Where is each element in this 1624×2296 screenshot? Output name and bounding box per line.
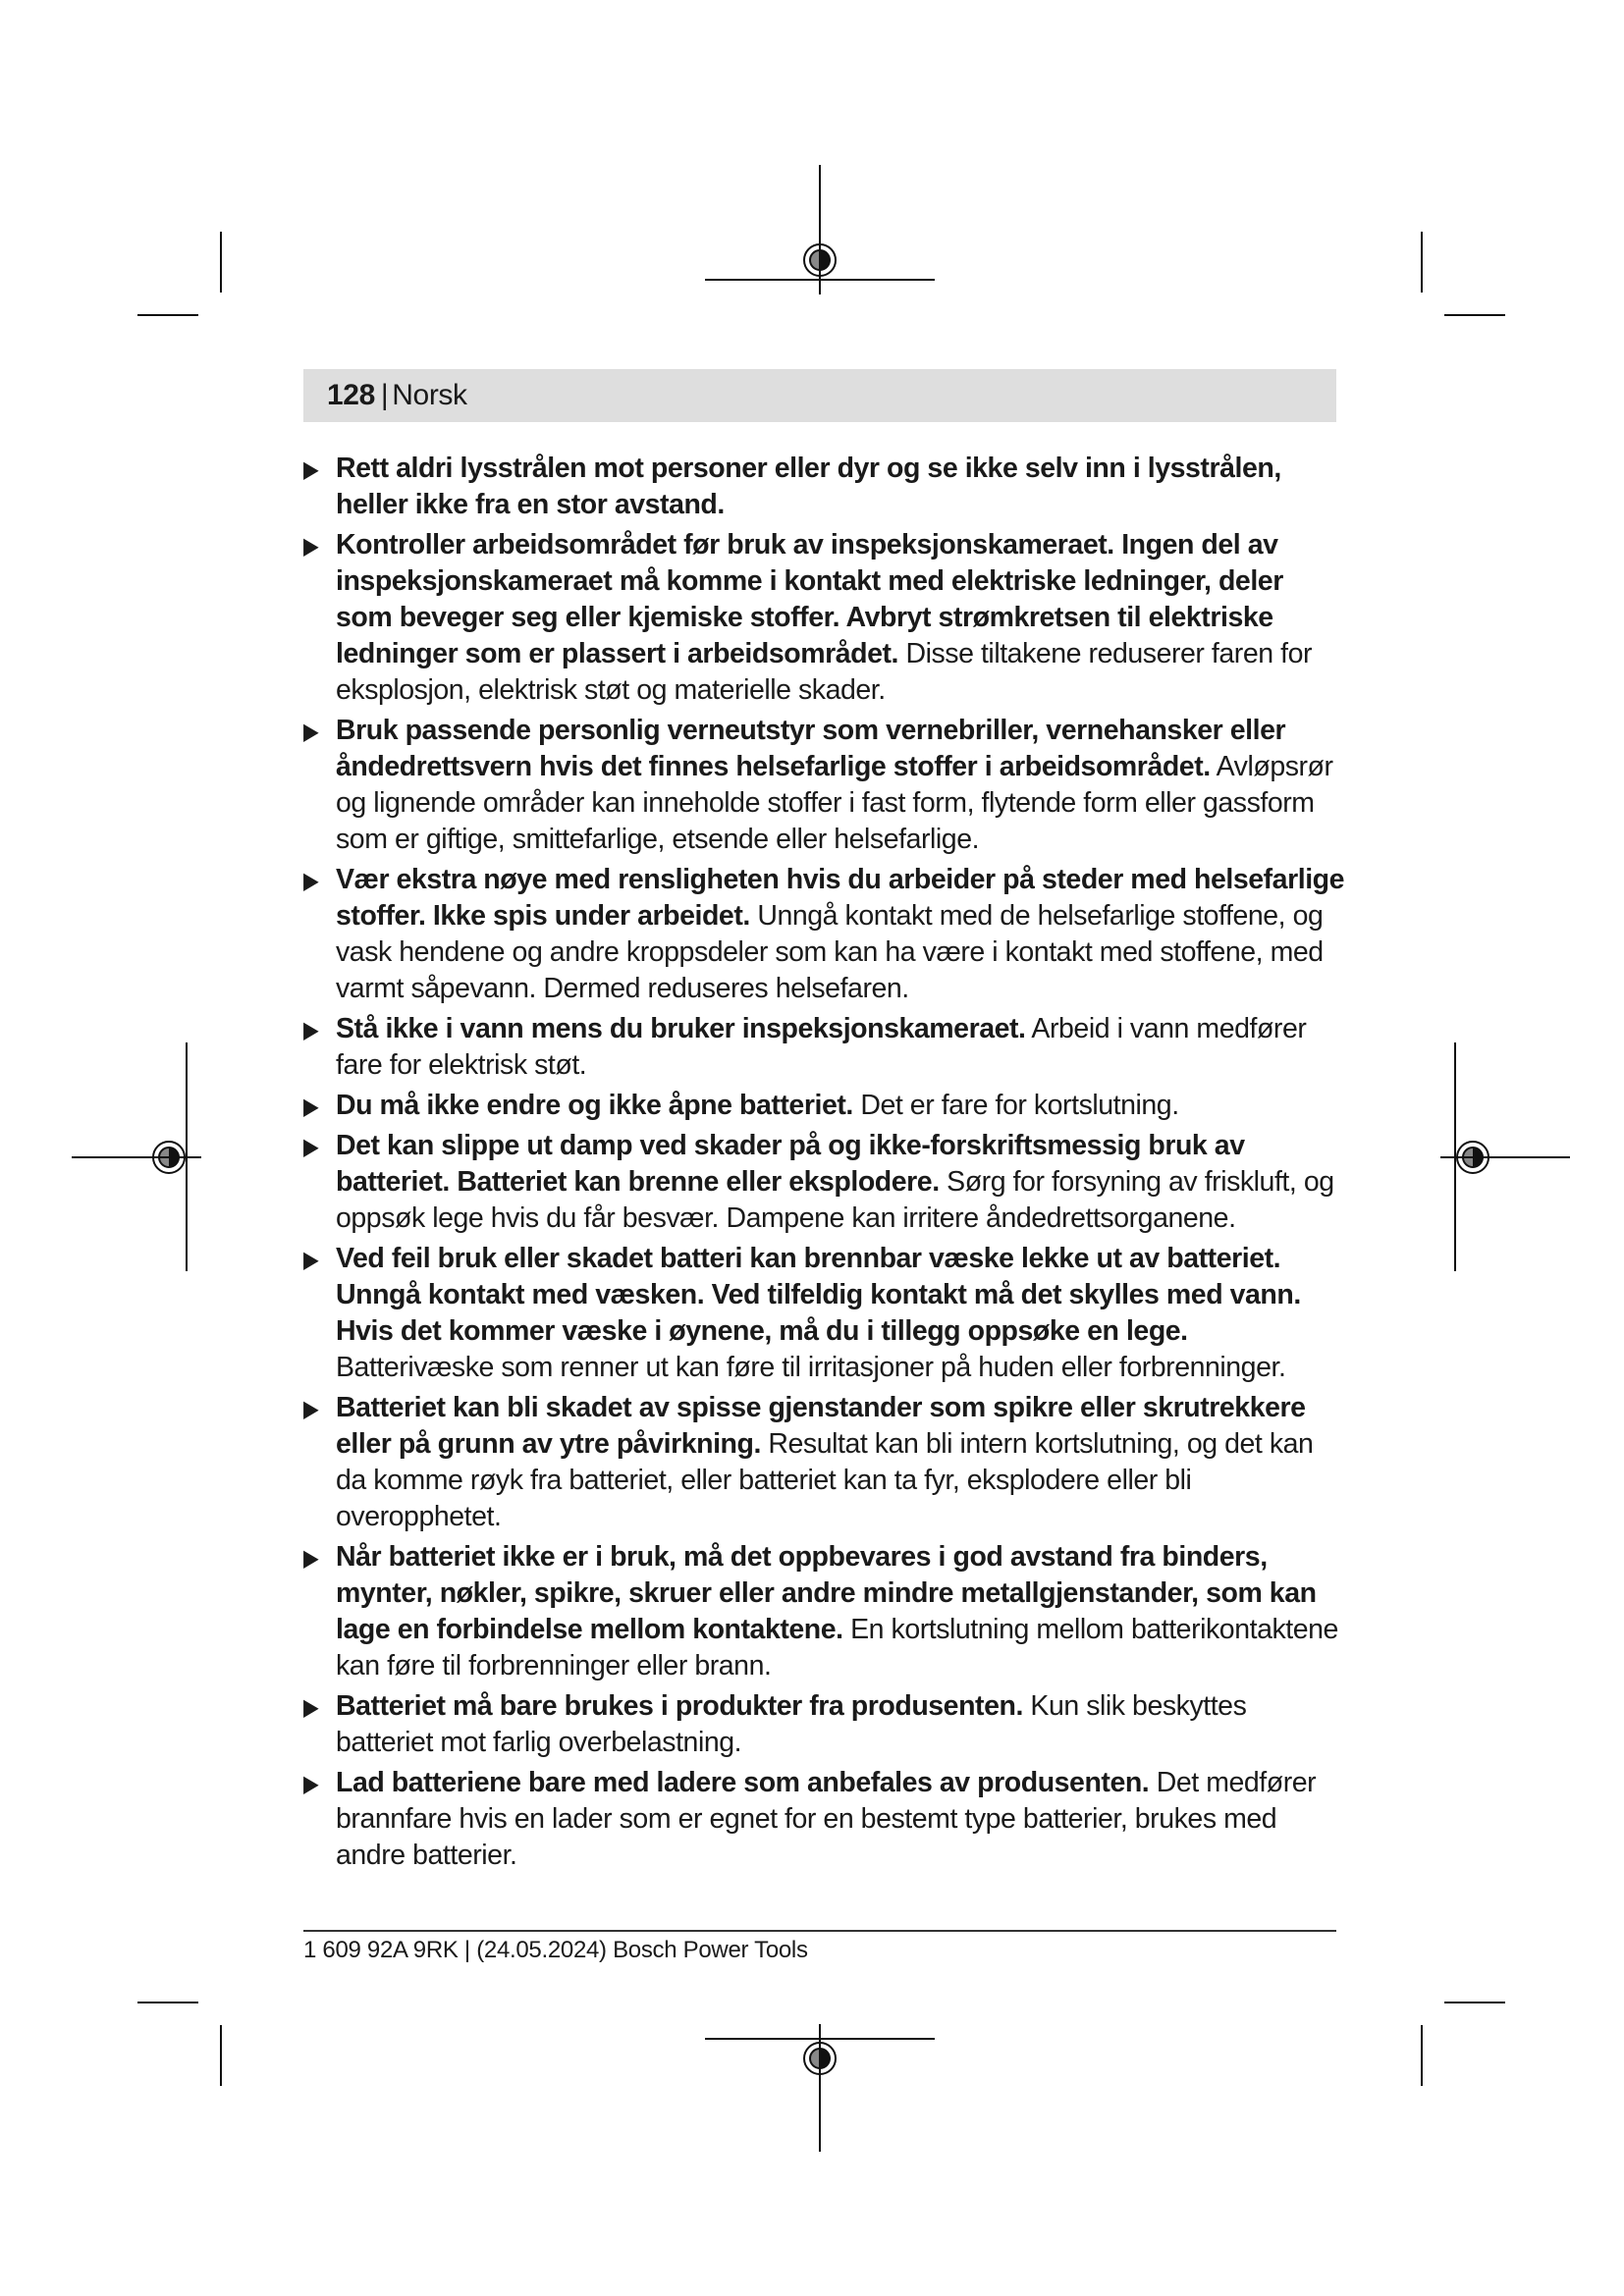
warning-bold-text: Rett aldri lysstrålen mot personer eller dyr og se ikke selv inn i lysstrålen, heller ikke fra en stor avstand. <box>336 453 1281 520</box>
bullet-arrow-icon: ▶ <box>303 719 319 745</box>
warning-bold-text: Det kan slippe ut damp ved skader på og ikke-forskriftsmessig bruk av batteriet. Batteriet kan brenne eller eksplodere. <box>336 1130 1245 1198</box>
list-item <box>303 862 1346 1007</box>
warning-bold-text: Vær ekstra nøye med rensligheten hvis du arbeider på steder med helsefarlige stoffer. Ikke spis under arbeidet. <box>336 864 1345 932</box>
bullet-arrow-icon: ▶ <box>303 1134 319 1160</box>
list-item <box>303 527 1346 709</box>
page-footer: 1 609 92A 9RK | (24.05.2024) Bosch Power Tools <box>303 1937 808 1963</box>
warning-explanation: Disse tiltakene reduserer faren for eksplosjon, elektrisk støt og materielle skader. <box>336 638 1313 706</box>
warning-explanation: Resultat kan bli intern kortslutning, og det kan da komme røyk fra batteriet, eller batteriet kan ta fyr, eksplodere eller bli overopphetet. <box>336 1428 1314 1532</box>
bullet-arrow-icon: ▶ <box>303 1094 319 1120</box>
list-item <box>303 1539 1346 1684</box>
list-item <box>303 1241 1346 1386</box>
warning-bold-text: Batteriet må bare brukes i produkter fra produsenten. <box>336 1690 1023 1722</box>
list-item <box>303 1128 1346 1237</box>
warning-bold-text: Kontroller arbeidsområdet før bruk av inspeksjonskameraet. Ingen del av inspeksjonskameraet må komme i kontakt med elektriske ledninger, deler som beveger seg eller kjemiske stoffer. Avbryt strømkretsen til elektriske ledninger som er plassert i arbeidsområdet. <box>336 529 1283 669</box>
warning-explanation: Arbeid i vann medfører fare for elektrisk støt. <box>336 1013 1307 1081</box>
bullet-arrow-icon: ▶ <box>303 1396 319 1422</box>
list-item <box>303 1688 1346 1761</box>
list-item <box>303 713 1346 858</box>
list-item <box>303 1088 1346 1124</box>
warning-explanation: En kortslutning mellom batterikontaktene kan føre til forbrenninger eller brann. <box>336 1614 1338 1682</box>
page-header <box>327 377 467 414</box>
warning-bold-text: Lad batteriene bare med ladere som anbefales av produsenten. <box>336 1767 1150 1798</box>
bullet-arrow-icon: ▶ <box>303 1545 319 1572</box>
warning-explanation: Sørg for forsyning av friskluft, og oppsøk lege hvis du får besvær. Dampene kan irritere åndedrettsorganene. <box>336 1166 1334 1234</box>
warning-bold-text: Batteriet kan bli skadet av spisse gjenstander som spikre eller skrutrekkere eller på grunn av ytre påvirkning. <box>336 1392 1306 1460</box>
warning-explanation: Batterivæske som renner ut kan føre til irritasjoner på huden eller forbrenninger. <box>336 1352 1286 1383</box>
list-item <box>303 1765 1346 1874</box>
bullet-arrow-icon: ▶ <box>303 1017 319 1043</box>
bullet-arrow-icon: ▶ <box>303 456 319 483</box>
bullet-arrow-icon: ▶ <box>303 533 319 560</box>
bullet-arrow-icon: ▶ <box>303 1247 319 1273</box>
list-item <box>303 1390 1346 1535</box>
page-number: 128 <box>327 379 375 411</box>
warning-explanation: Unngå kontakt med de helsefarlige stoffene, og vask hendene og andre kroppsdeler som kan ha være i kontakt med stoffene, med varmt såpevann. Dermed reduseres helsefaren. <box>336 900 1324 1004</box>
warning-explanation: Det er fare for kortslutning. <box>852 1090 1179 1121</box>
safety-warnings-list <box>303 451 1346 1878</box>
header-separator: | <box>380 379 389 411</box>
bullet-arrow-icon: ▶ <box>303 1694 319 1721</box>
bullet-arrow-icon: ▶ <box>303 868 319 894</box>
warning-explanation: Avløpsrør og lignende områder kan inneholde stoffer i fast form, flytende form eller gassform som er giftige, smittefarlige, etsende eller helsefarlige. <box>336 751 1333 855</box>
warning-bold-text: Ved feil bruk eller skadet batteri kan brennbar væske lekke ut av batteriet. Unngå kontakt med væsken. Ved tilfeldig kontakt må det skylles med vann. Hvis det kommer væske i øynene, må du i tillegg oppsøke en lege. <box>336 1243 1301 1347</box>
warning-bold-text: Du må ikke endre og ikke åpne batteriet. <box>336 1090 853 1121</box>
warning-explanation: Kun slik beskyttes batteriet mot farlig overbelastning. <box>336 1690 1247 1758</box>
warning-bold-text: Stå ikke i vann mens du bruker inspeksjonskameraet. <box>336 1013 1026 1044</box>
bullet-arrow-icon: ▶ <box>303 1771 319 1797</box>
warning-bold-text: Når batteriet ikke er i bruk, må det oppbevares i god avstand fra binders, mynter, nøkler, spikre, skruer eller andre mindre metallgjenstander, som kan lage en forbindelse mellom kontaktene. <box>336 1541 1317 1645</box>
warning-explanation: Det medfører brannfare hvis en lader som er egnet for en bestemt type batterier, brukes med andre batterier. <box>336 1767 1317 1871</box>
footer-divider <box>303 1930 1336 1932</box>
list-item <box>303 451 1346 523</box>
warning-bold-text: Bruk passende personlig verneutstyr som vernebriller, vernehansker eller åndedrettsvern hvis det finnes helsefarlige stoffer i arbeidsområdet. <box>336 715 1286 782</box>
list-item <box>303 1011 1346 1084</box>
section-language: Norsk <box>392 379 467 411</box>
